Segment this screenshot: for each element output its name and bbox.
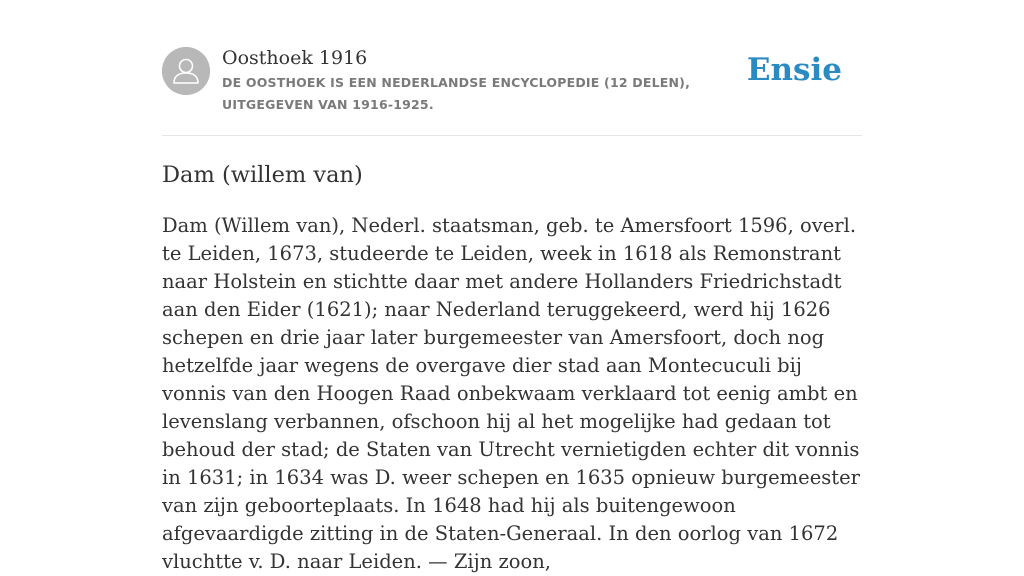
entry-body: Dam (Willem van), Nederl. staatsman, geb. te Amersfoort 1596, overl. te Leiden, 1673, studeerde te Leiden, week in 1618 als Remonstrant naar Holstein en stichtte daar met andere Hollanders Friedrichstadt aan den Eider (1621); naar Nederland teruggekeerd, werd hij 1626 schepen en drie jaar later burgemeester van Amersfoort, doch nog hetzelfde jaar wegens de overgave dier stad aan Montecuculi bij vonnis van den Hoogen Raad onbekwaam verklaard tot eenig ambt en levenslang verbannen, ofschoon hij al het mogelijke had gedaan tot behoud der stad; de Staten van Utrecht vernietigden echter dit vonnis in 1631; in 1634 was D. weer schepen en 1635 opnieuw burgemeester van zijn geboorteplaats. In 1648 had hij als buitengewoon afgevaardigde zitting in de Staten-Generaal. In den oorlog van 1672 vluchtte v. D. naar Leiden. — Zijn zoon, xyxy=(162,214,860,573)
header-divider xyxy=(162,135,862,136)
source-title[interactable]: Oosthoek 1916 xyxy=(222,47,368,69)
entry-title: Dam (willem van) xyxy=(162,162,363,188)
source-description: DE OOSTHOEK IS EEN NEDERLANDSE ENCYCLOPEDIE (12 DELEN), UITGEGEVEN VAN 1916-1925. xyxy=(222,75,691,112)
ensie-logo-link[interactable]: Ensie xyxy=(746,52,842,88)
user-avatar-icon[interactable] xyxy=(162,47,210,95)
source-header xyxy=(162,46,862,118)
